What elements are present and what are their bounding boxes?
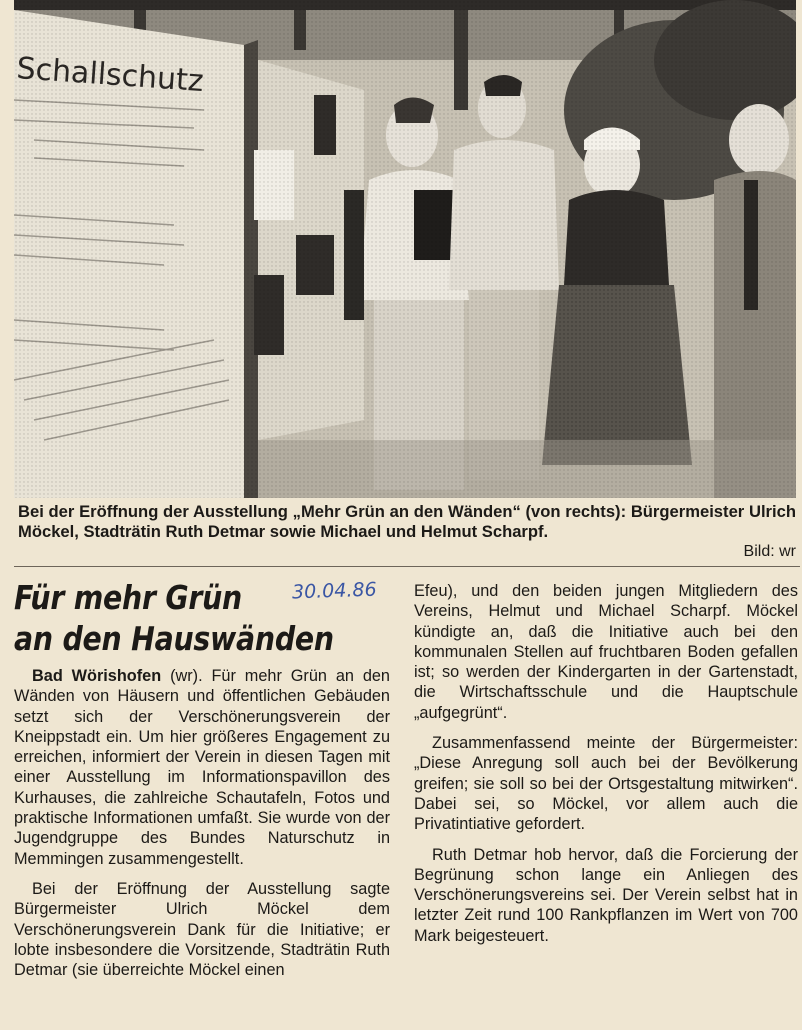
handwritten-date: 30.04.86 [291,578,377,604]
exhibition-photo [14,0,796,498]
article-column-left [14,666,390,990]
paragraph-3: Efeu), und den beiden jungen Mitgliedern des Vereins, Helmut und Michael Scharpf. Möckel kündigte an, daß die Initiative auch bei den kommunalen Stellen auf fruchtbaren Boden gefallen ist; so werden der Kindergarten in der Gartenstadt, die Wirtschaftsschule und die Hauptschule „aufgegrünt“. [414,582,798,722]
photo-credit: Bild: wr [743,543,796,560]
paragraph-5: Ruth Detmar hob hervor, daß die Forcierung der Begrünung schon lange ein Anliegen des Verschönerungsvereins sei. Der Verein selbst hat in letzter Zeit rund 100 Rankpflanzen im Wert von 700 Mark beigesteuert. [414,845,798,945]
headline-line-2: an den Hauswänden [14,619,334,658]
paragraph-2: Bei der Eröffnung der Ausstellung sagte Bürgermeister Ulrich Möckel dem Verschönerungsverein Dank für die Initiative; er lobte insbesondere die Vorsitzende, Stadträtin Ruth Detmar (sie überreichte Möckel einen [14,879,390,980]
article-column-right [414,581,798,956]
caption-divider [14,566,800,567]
headline-line-1: Für mehr Grün [14,578,243,617]
paragraph-4: Zusammenfassend meinte der Bürgermeister: „Diese Anregung soll auch bei der Bevölkerung greifen; sie soll so bei der Ortsgestaltung mitwirken“. Dabei sei, so Möckel, vor allem auch die Privatintiative gefordert. [414,734,798,834]
dateline: Bad Wörishofen [32,667,162,685]
photo-caption: Bei der Eröffnung der Ausstellung „Mehr Grün an den Wänden“ (von rechts): Bürgermeister Ulrich Möckel, Stadträtin Ruth Detmar sowie Michael und Helmut Scharpf. [18,502,796,541]
exhibition-photo-drawing [14,0,796,498]
paragraph-1 [14,666,390,869]
paragraph-1-text: (wr). Für mehr Grün an den Wänden von Häusern und öffentlichen Gebäuden setzt sich der Verschönerungsverein der Kneippstadt ein. Um hier größeres Engagement zu erreichen, informiert der Verein in diesen Tagen mit einer Ausstellung im Informationspavillon des Kurhauses, die zahlreiche Schautafeln, Fotos und praktische Informationen umfaßt. Sie wurde von der Jugendgruppe des Bundes Naturschutz in Memmingen zusammengestellt. [14,667,390,868]
